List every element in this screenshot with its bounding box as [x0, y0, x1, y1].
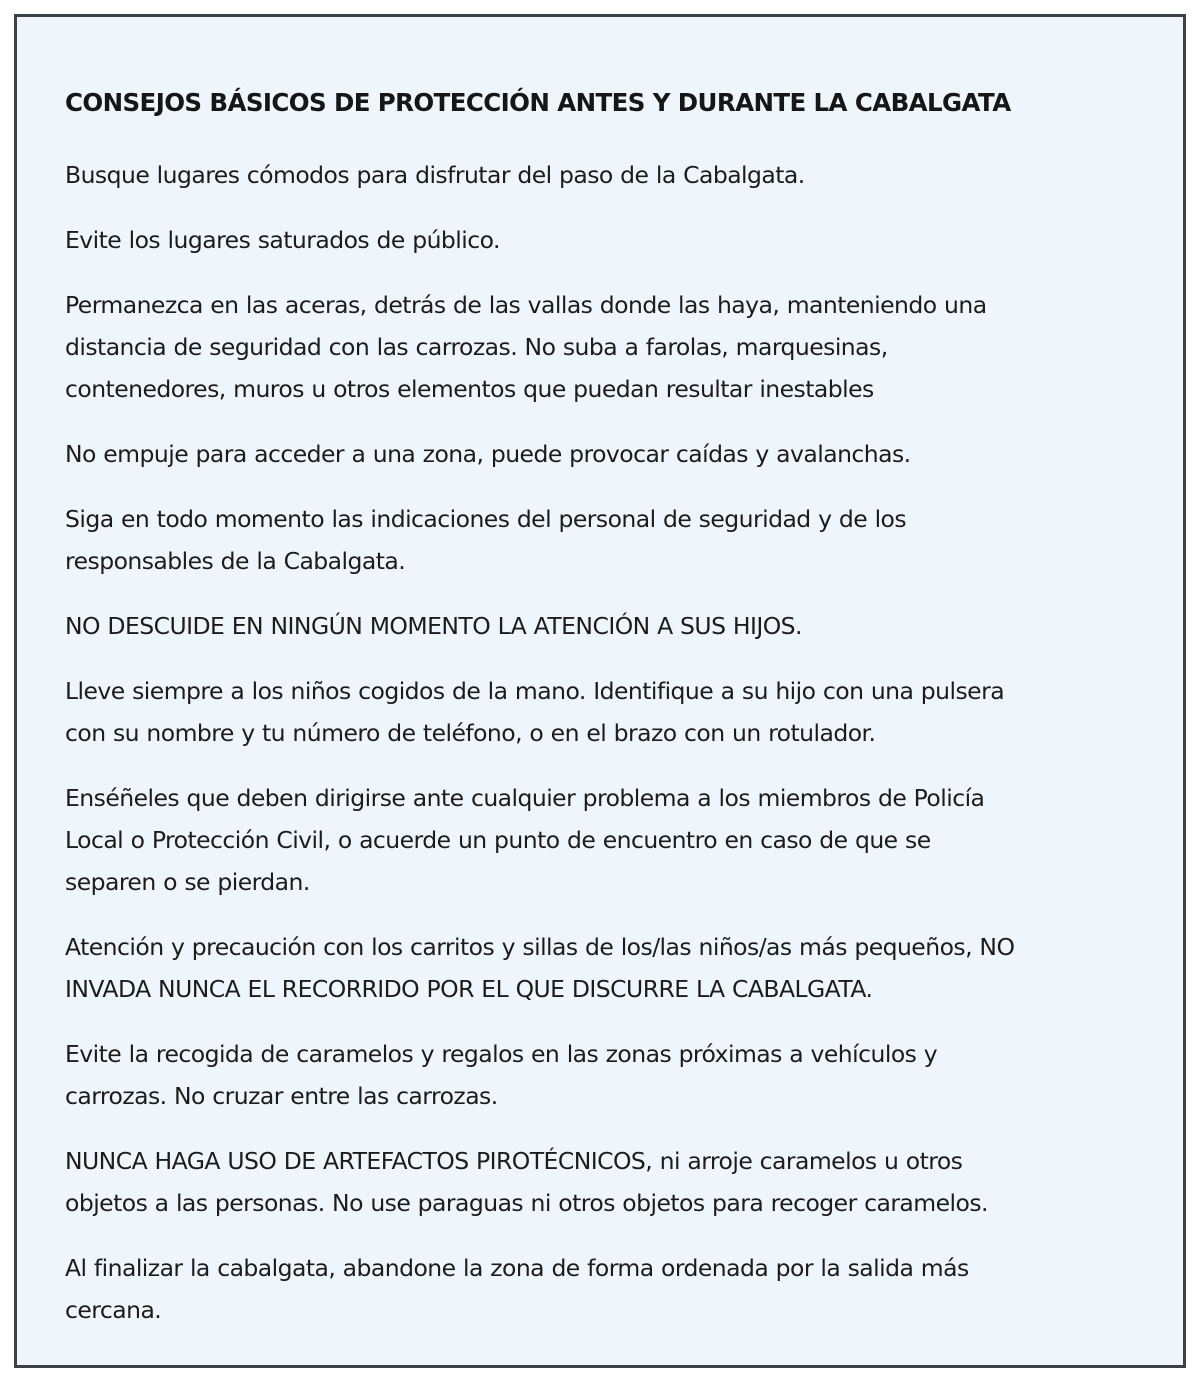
tip-line: Permanezca en las aceras, detrás de las vallas donde las haya, manteniendo una [65, 291, 987, 319]
tip-line: con su nombre y tu número de teléfono, o en el brazo con un rotulador. [65, 719, 876, 747]
tip-paragraph [65, 284, 1165, 410]
tip-line: responsables de la Cabalgata. [65, 547, 406, 575]
notice-box [14, 14, 1186, 1368]
tip-line: objetos a las personas. No use paraguas ni otros objetos para recoger caramelos. [65, 1189, 988, 1217]
tip-line: distancia de seguridad con las carrozas. No suba a farolas, marquesinas, [65, 333, 888, 361]
notice-title: CONSEJOS BÁSICOS DE PROTECCIÓN ANTES Y DURANTE LA CABALGATA [65, 88, 1011, 117]
tips-list [65, 154, 1165, 1354]
tip-paragraph [65, 605, 1165, 647]
tip-line: Busque lugares cómodos para disfrutar del paso de la Cabalgata. [65, 161, 805, 189]
tip-line: carrozas. No cruzar entre las carrozas. [65, 1082, 498, 1110]
tip-line: Evite la recogida de caramelos y regalos en las zonas próximas a vehículos y [65, 1040, 938, 1068]
tip-line: Siga en todo momento las indicaciones del personal de seguridad y de los [65, 505, 907, 533]
tip-line: No empuje para acceder a una zona, puede provocar caídas y avalanchas. [65, 440, 911, 468]
tip-paragraph [65, 1033, 1165, 1117]
tip-line: Local o Protección Civil, o acuerde un punto de encuentro en caso de que se [65, 826, 931, 854]
tip-line: Al finalizar la cabalgata, abandone la zona de forma ordenada por la salida más [65, 1254, 969, 1282]
tip-line: cercana. [65, 1296, 162, 1324]
tip-paragraph [65, 433, 1165, 475]
tip-paragraph [65, 219, 1165, 261]
tip-line: Enséñeles que deben dirigirse ante cualquier problema a los miembros de Policía [65, 784, 985, 812]
tip-paragraph [65, 777, 1165, 903]
tip-line: Evite los lugares saturados de público. [65, 226, 500, 254]
tip-line: NO DESCUIDE EN NINGÚN MOMENTO LA ATENCIÓN A SUS HIJOS. [65, 612, 802, 640]
tip-paragraph [65, 1140, 1165, 1224]
tip-line: Atención y precaución con los carritos y sillas de los/las niños/as más pequeños, NO [65, 933, 1015, 961]
tip-line: contenedores, muros u otros elementos que puedan resultar inestables [65, 375, 874, 403]
tip-paragraph [65, 154, 1165, 196]
tip-paragraph [65, 926, 1165, 1010]
tip-line: NUNCA HAGA USO DE ARTEFACTOS PIROTÉCNICOS, ni arroje caramelos u otros [65, 1147, 963, 1175]
tip-paragraph [65, 498, 1165, 582]
tip-line: INVADA NUNCA EL RECORRIDO POR EL QUE DISCURRE LA CABALGATA. [65, 975, 873, 1003]
tip-paragraph [65, 670, 1165, 754]
tip-line: Lleve siempre a los niños cogidos de la mano. Identifique a su hijo con una pulsera [65, 677, 1005, 705]
tip-paragraph [65, 1247, 1165, 1331]
tip-line: separen o se pierdan. [65, 868, 310, 896]
